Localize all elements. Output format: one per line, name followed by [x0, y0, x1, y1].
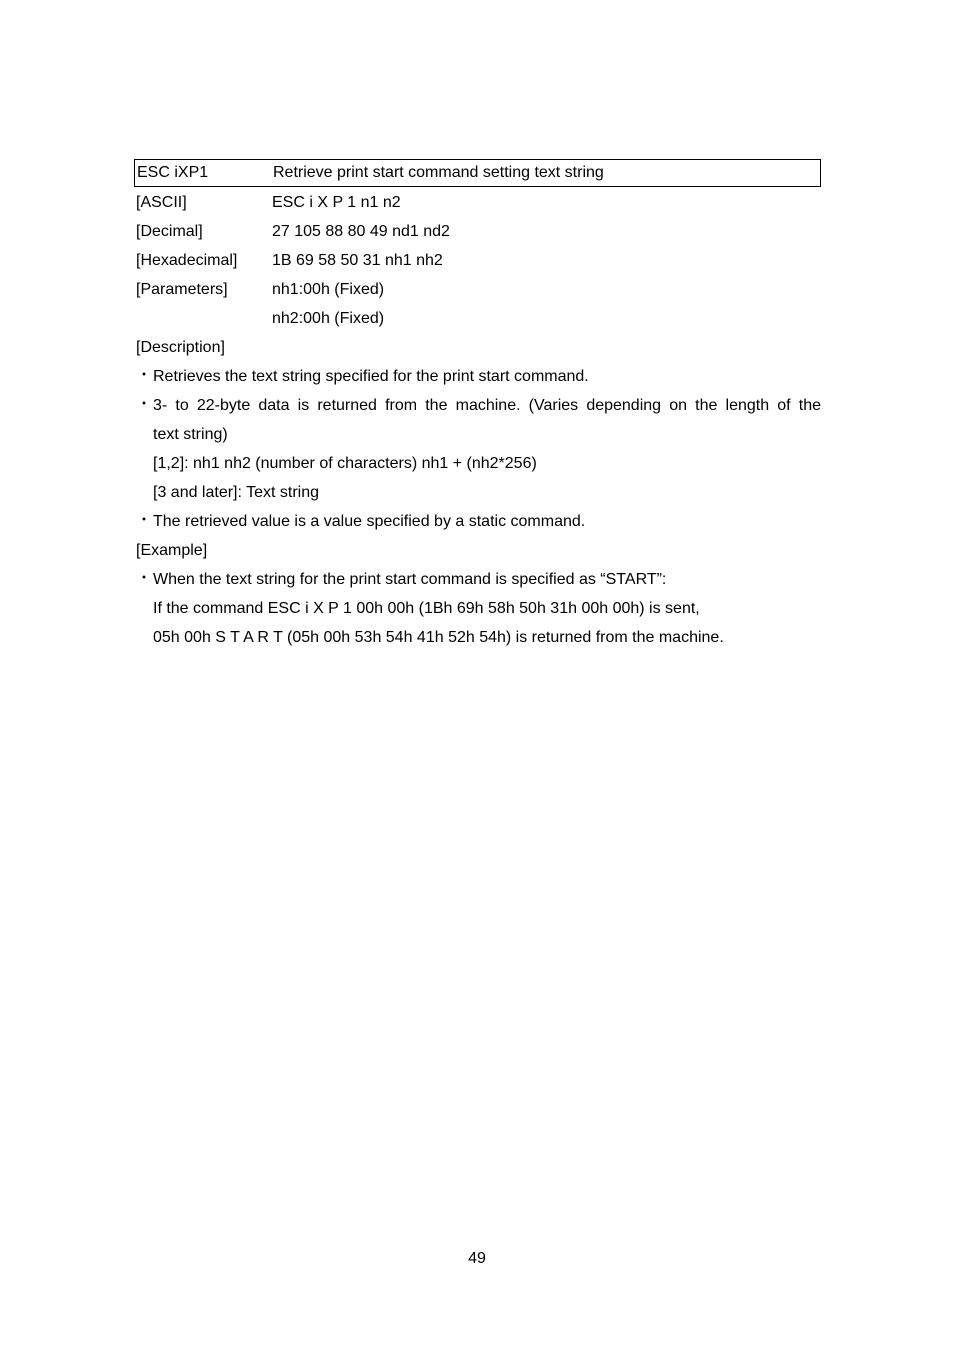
decimal-row — [134, 217, 821, 246]
bullet-text-line-2: text string) — [153, 426, 228, 443]
description-sub-1: [1,2]: nh1 nh2 (number of characters) nh1 + (nh2*256) — [153, 454, 537, 472]
row-label: [Parameters] — [136, 280, 228, 298]
row-label: [Decimal] — [136, 222, 203, 240]
parameters-row-2 — [134, 304, 821, 333]
row-value: 27 105 88 80 49 nd1 nd2 — [272, 222, 450, 240]
description-bullet-2 — [134, 391, 821, 449]
example-line-3: 05h 00h S T A R T (05h 00h 53h 54h 41h 52h 54h) is returned from the machine. — [153, 628, 724, 646]
description-bullet-1 — [134, 362, 821, 391]
description-heading: [Description] — [136, 338, 225, 356]
command-section — [134, 159, 821, 652]
example-line-2: If the command ESC i X P 1 00h 00h (1Bh 69h 58h 50h 31h 00h 00h) is sent, — [153, 599, 700, 617]
bullet-text-line-1: 3- to 22-byte data is returned from the machine. (Varies depending on the length of the — [153, 397, 821, 414]
description-sub-2: [3 and later]: Text string — [153, 483, 320, 501]
row-label: [ASCII] — [136, 193, 187, 211]
bullet-mark: ・ — [136, 396, 153, 413]
row-value: nh2:00h (Fixed) — [272, 309, 385, 327]
parameters-row — [134, 275, 821, 304]
bullet-text: Retrieves the text string specified for the print start command. — [153, 368, 589, 385]
row-value: nh1:00h (Fixed) — [272, 280, 385, 298]
bullet-text: When the text string for the print start command is specified as “START”: — [153, 571, 667, 588]
bullet-mark: ・ — [136, 367, 153, 384]
row-label: [Hexadecimal] — [136, 251, 238, 269]
hexadecimal-row — [134, 246, 821, 275]
command-title: Retrieve print start command setting text string — [273, 164, 604, 181]
example-bullet-1 — [134, 565, 821, 594]
example-heading: [Example] — [136, 541, 208, 559]
row-value: ESC i X P 1 n1 n2 — [272, 193, 401, 211]
description-bullet-3 — [134, 507, 821, 536]
bullet-mark: ・ — [136, 512, 153, 529]
bullet-mark: ・ — [136, 570, 153, 587]
command-name: ESC iXP1 — [137, 164, 209, 181]
bullet-text: The retrieved value is a value specified by a static command. — [153, 513, 586, 530]
command-header — [134, 159, 821, 187]
row-value: 1B 69 58 50 31 nh1 nh2 — [272, 251, 443, 269]
ascii-row — [134, 188, 821, 217]
page-number: 49 — [468, 1250, 486, 1267]
